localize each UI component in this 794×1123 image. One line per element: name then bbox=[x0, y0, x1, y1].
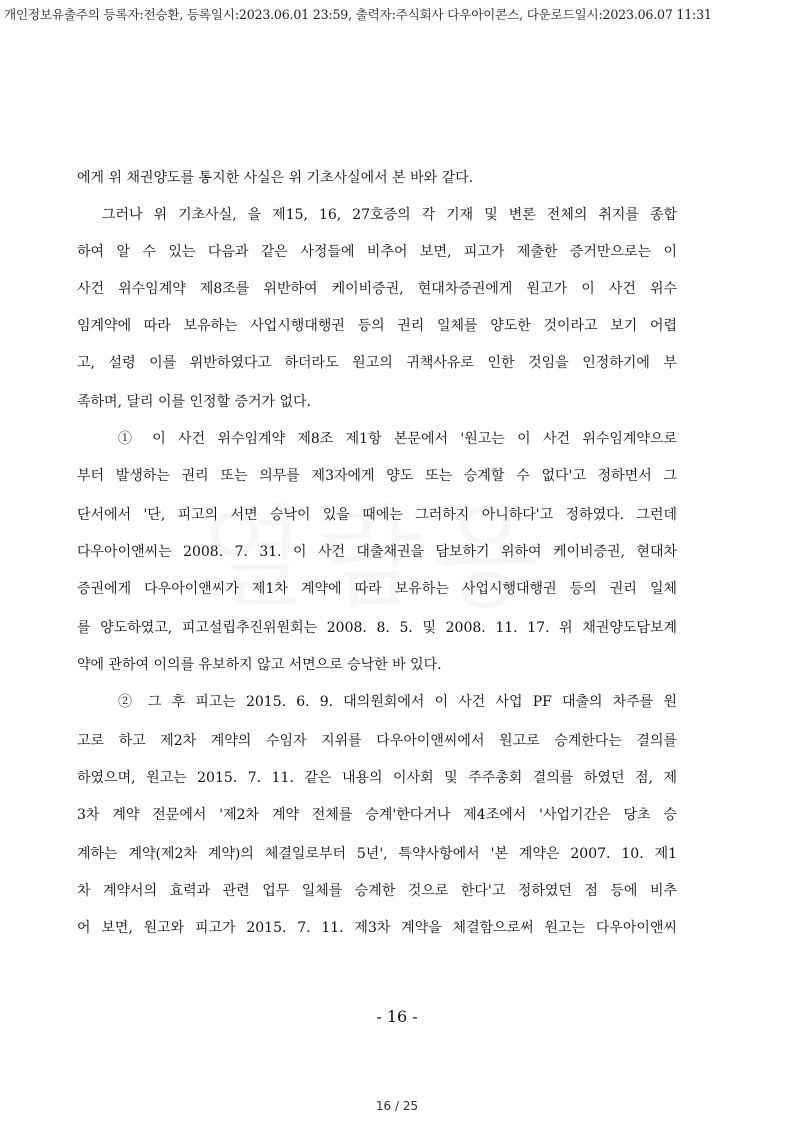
page-number-marker: - 16 - bbox=[376, 1007, 418, 1026]
body-line: 고, 설령 이를 위반하였다고 하더라도 원고의 귀책사유로 인한 것임을 인정하기에 부 bbox=[77, 355, 677, 371]
body-line: 부터 발생하는 권리 또는 의무를 제3자에게 양도 또는 승계할 수 없다'고 정하면서 그 bbox=[77, 468, 677, 484]
page-count: 16 / 25 bbox=[375, 1099, 419, 1113]
body-line: 하였으며, 원고는 2015. 7. 11. 같은 내용의 이사회 및 주주총회 결의를 하였던 점, 제 bbox=[77, 770, 677, 786]
body-line: 에게 위 채권양도를 통지한 사실은 위 기초사실에서 본 바와 같다. bbox=[77, 170, 474, 186]
body-line: 어 보면, 원고와 피고가 2015. 7. 11. 제3차 계약을 체결함으로써 원고는 다우아이앤씨 bbox=[77, 920, 677, 936]
body-line: 를 양도하였고, 피고설립추진위원회는 2008. 8. 5. 및 2008. 11. 17. 위 채권양도담보계 bbox=[77, 620, 677, 636]
body-line: 사건 위수임계약 제8조를 위반하여 케이비증권, 현대차증권에게 원고가 이 사건 위수 bbox=[77, 281, 677, 297]
body-line: 단서에서 '단, 피고의 서면 승낙이 있을 때에는 그러하지 아니하다'고 정하였다. 그런데 bbox=[77, 507, 677, 523]
body-line: ① 이 사건 위수임계약 제8조 제1항 본문에서 '원고는 이 사건 위수임계약으로 bbox=[118, 431, 677, 447]
body-line: 족하며, 달리 이를 인정할 증거가 없다. bbox=[77, 394, 312, 410]
body-line: 임계약에 따라 보유하는 사업시행대행권 등의 권리 일체를 양도한 것이라고 보기 어렵 bbox=[77, 318, 677, 334]
download-header: 개인정보유출주의 등록자:전승환, 등록일시:2023.06.01 23:59, 출력자:주식회사 다우아이콘스, 다운로드일시:2023.06.07 11:31 bbox=[4, 7, 712, 22]
body-line: ② 그 후 피고는 2015. 6. 9. 대의원회에서 이 사건 사업 PF 대출의 차주를 원 bbox=[118, 694, 677, 710]
body-line: 하여 알 수 있는 다음과 같은 사정들에 비추어 보면, 피고가 제출한 증거만으로는 이 bbox=[77, 244, 677, 260]
body-line: 그러나 위 기초사실, 을 제15, 16, 27호증의 각 기재 및 변론 전체의 취지를 종합 bbox=[102, 207, 677, 223]
body-line: 다우아이앤씨는 2008. 7. 31. 이 사건 대출채권을 담보하기 위하여 케이비증권, 현대차 bbox=[77, 544, 677, 560]
body-line: 약에 관하여 이의를 유보하지 않고 서면으로 승낙한 바 있다. bbox=[77, 657, 442, 673]
body-line: 3차 계약 전문에서 '제2차 계약 전체를 승계'한다거나 제4조에서 '사업기간은 당초 승 bbox=[77, 807, 677, 823]
body-line: 계하는 계약(제2차 계약)의 체결일로부터 5년', 특약사항에서 '본 계약은 2007. 10. 제1 bbox=[77, 846, 677, 862]
body-line: 고로 하고 제2차 계약의 수임자 지위를 다우아이앤씨에서 원고로 승계한다는 결의를 bbox=[77, 733, 677, 749]
body-line: 증권에게 다우아이앤씨가 제1차 계약에 따라 보유하는 사업시행대행권 등의 권리 일체 bbox=[77, 581, 677, 597]
body-line: 차 계약서의 효력과 관련 업무 일체를 승계한 것으로 한다'고 정하였던 점 등에 비추 bbox=[77, 883, 677, 899]
